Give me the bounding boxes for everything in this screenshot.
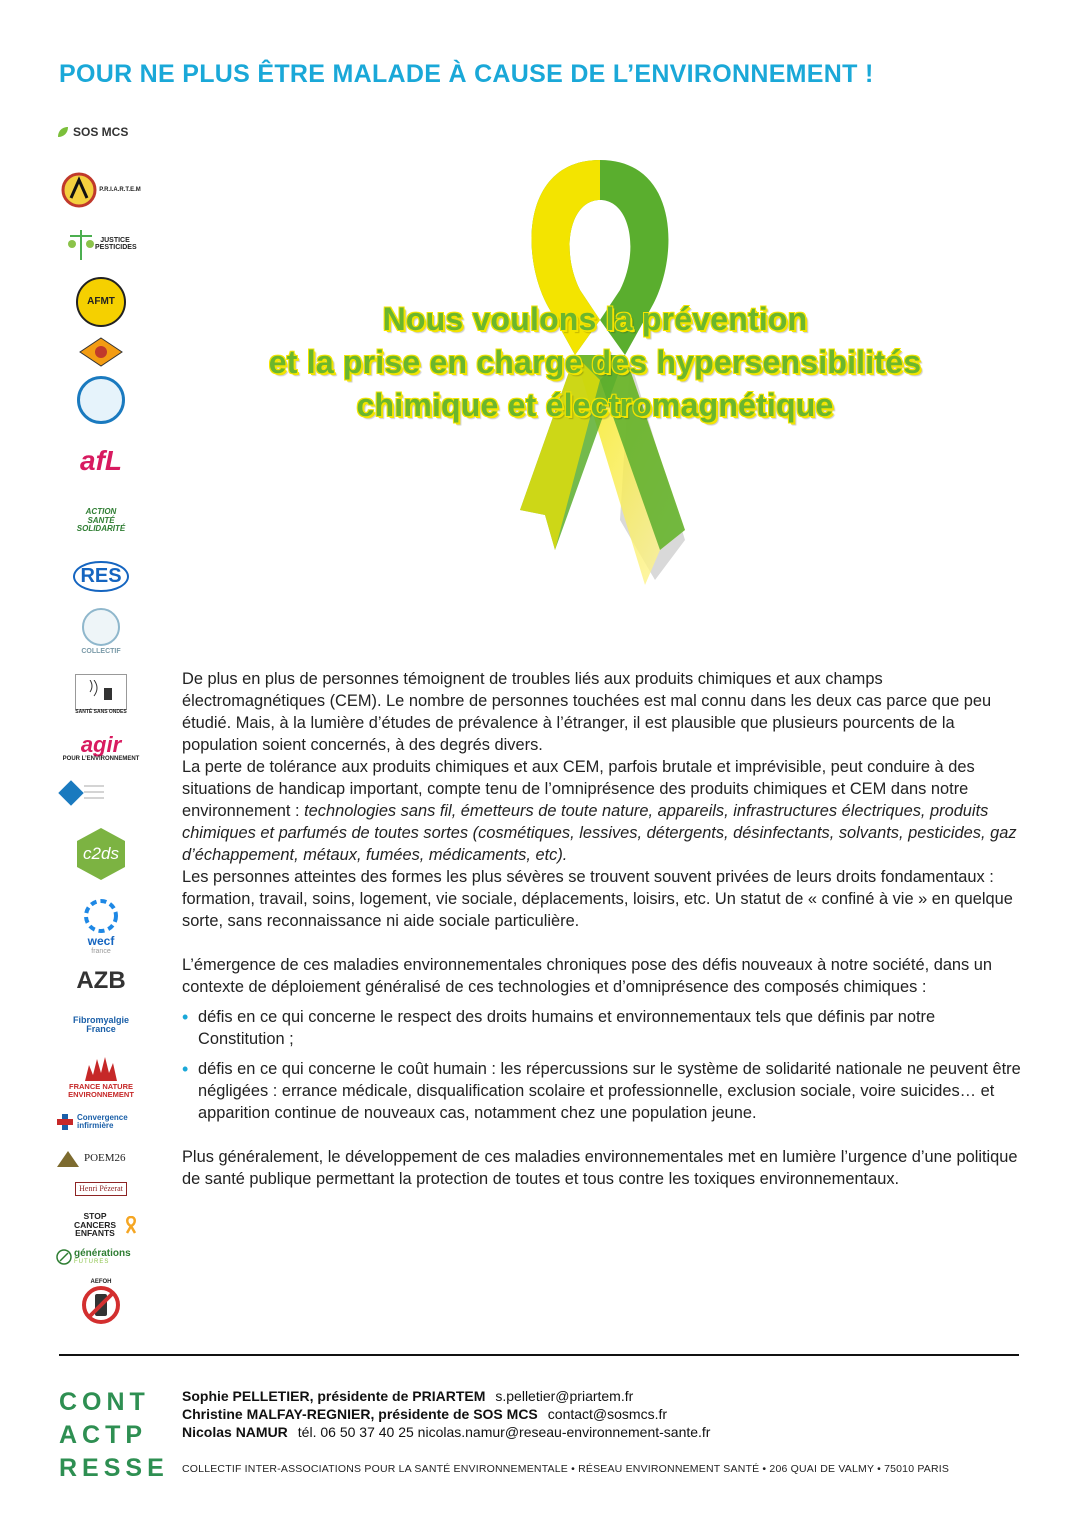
body-text bbox=[182, 668, 1022, 1190]
footer-address: COLLECTIF INTER-ASSOCIATIONS POUR LA SANTÉ ENVIRONNEMENTALE • RÉSEAU ENVIRONNEMENT SANTÉ • 206 QUAI DE VALMY • 75010 PARIS bbox=[182, 1463, 950, 1475]
poem26-logo: POEM26 bbox=[56, 1146, 146, 1172]
generations-futures-logo: générations FUTURES bbox=[56, 1244, 146, 1270]
fne-logo: FRANCE NATURE ENVIRONNEMENT bbox=[56, 1050, 146, 1104]
waves-icon bbox=[86, 680, 116, 704]
action-sante-logo: ACTION SANTÉ SOLIDARITÉ bbox=[76, 507, 126, 534]
fibromyalgie-logo: Fibromyalgie France bbox=[72, 1014, 129, 1034]
priartem-logo: P.R.I.A.R.T.E.M bbox=[56, 166, 146, 214]
challenges-list bbox=[182, 1006, 1022, 1124]
contact-row: Sophie PELLETIER, présidente de PRIARTEM s.pelletier@priartem.fr bbox=[182, 1388, 634, 1404]
list-item: • défis en ce qui concerne le respect des droits humains et environnementaux tels que définis par notre Constitution ; bbox=[182, 1006, 1022, 1050]
contact-row: Christine MALFAY-REGNIER, présidente de SOS MCS contact@sosmcs.fr bbox=[182, 1406, 668, 1422]
victimes-pesticides-logo bbox=[56, 336, 146, 368]
triangle-icon bbox=[56, 1150, 80, 1168]
diamond-emblem-icon bbox=[79, 337, 123, 367]
stop-cancers-logo: STOP CANCERS ENFANTS bbox=[56, 1210, 146, 1240]
c2ds-logo: c2ds bbox=[56, 824, 146, 884]
sosmcs-logo: SOS MCS bbox=[56, 114, 146, 150]
paragraph-2: La perte de tolérance aux produits chimiques et aux CEM, parfois brutale et imprévisible, peut conduire à des situations de handicap important, compte tenu de l’omniprésence des produits chimiques et CEM dans notre environnement : technologies sans fil, émetteurs de toute nature, appareils, infrastructures électriques, produits chimiques et parfumés de toutes sortes (cosmétiques, lessives, détergents, désinfectants, solvants, pesticides, gaz d’échappement, métaux, fumées, médicaments, etc). bbox=[182, 758, 1017, 864]
contact-email-link[interactable]: contact@sosmcs.fr bbox=[547, 1406, 668, 1422]
paragraph-3: Les personnes atteintes des formes les plus sévères se trouvent souvent privées de leurs droits fondamentaux : formation, travail, soins, logement, vie sociale, déplacements, loisirs, etc. Un statut de « confiné à vie » en quelque sorte, sans reconnaissance ni aide sociale particulière. bbox=[182, 868, 1013, 930]
page-headline: POUR NE PLUS ÊTRE MALADE À CAUSE DE L’ENVIRONNEMENT ! bbox=[59, 60, 874, 88]
contact-presse-label: CONT ACTP RESSE bbox=[59, 1388, 169, 1482]
slogan: Nous voulons la prévention et la prise en charge des hypersensibilités chimique et électromagnétique bbox=[268, 301, 922, 423]
collectif-logo: COLLECTIF bbox=[56, 606, 146, 658]
convergence-logo: Convergence infirmière bbox=[56, 1108, 146, 1136]
paragraph-5: Plus généralement, le développement de ces maladies environnementales met en lumière l’urgence d’une politique de santé publique permettant la protection de toutes et tous contre les toxiques environnementaux. bbox=[182, 1148, 1018, 1188]
contact-email-link[interactable]: s.pelletier@priartem.fr bbox=[495, 1388, 634, 1404]
aefoh-logo: AEFOH bbox=[56, 1274, 146, 1330]
contact-row: Nicolas NAMUR tél. 06 50 37 40 25 nicolas.namur@reseau-environnement-sante.fr bbox=[182, 1424, 711, 1440]
afmt-logo: AFMT bbox=[56, 278, 146, 326]
hedgehog-icon bbox=[83, 1055, 119, 1083]
association-logos bbox=[56, 112, 146, 1330]
paragraph-1: De plus en plus de personnes témoignent de troubles liés aux produits chimiques et aux champs électromagnétiques (CEM). Le nombre de personnes touchées est mal connu dans les deux cas parce que peu étudié. Mais, à la lumière d’études de prévalence à l’étranger, il est plausible que plusieurs pourcents de la population soient concernés, à des degrés divers. bbox=[182, 670, 992, 754]
gold-ribbon-icon bbox=[125, 1216, 137, 1234]
leaf-icon bbox=[56, 125, 70, 139]
paragraph-4: L’émergence de ces maladies environnementales chroniques pose des défis nouveaux à notre société, dans un contexte de déploiement généralisé de ces technologies et d’omniprésence des composés chimiques : bbox=[182, 956, 993, 996]
people-circle-icon bbox=[78, 897, 124, 935]
priartem-emblem-icon bbox=[61, 172, 97, 208]
cross-emblem-icon bbox=[56, 778, 106, 808]
sante-sans-ondes-logo: SANTÉ SANS ONDES bbox=[56, 672, 146, 718]
leaf-circle-icon bbox=[56, 1249, 72, 1265]
agir-logo: agir POUR L’ENVIRONNEMENT bbox=[62, 732, 140, 763]
sante-environnement-logo bbox=[56, 376, 146, 424]
sante-logo bbox=[56, 776, 146, 810]
scales-icon bbox=[67, 226, 95, 262]
henri-pezerat-logo: Henri Pézerat bbox=[56, 1178, 146, 1200]
cross-icon bbox=[56, 1113, 74, 1131]
divider bbox=[59, 1354, 1019, 1356]
contact-list bbox=[182, 1387, 1022, 1441]
justice-pesticides-logo: JUSTICE PESTICIDES bbox=[56, 224, 146, 264]
res-logo: RES bbox=[56, 556, 146, 596]
afl-logo: afL bbox=[80, 445, 122, 477]
wecf-logo: wecf france bbox=[56, 894, 146, 958]
azb-logo: AZB bbox=[76, 967, 126, 995]
no-phone-icon bbox=[81, 1285, 121, 1325]
contact-phone-email[interactable]: tél. 06 50 37 40 25 nicolas.namur@reseau-environnement-sante.fr bbox=[297, 1424, 711, 1440]
list-item: • défis en ce qui concerne le coût humain : les répercussions sur le système de solidarité nationale ne peuvent être négligées : errance médicale, disqualification scolaire et professionnelle, exclusion sociale, voire suicides… et apparition continue de nouveaux cas, notamment chez une population jeune. bbox=[182, 1058, 1022, 1124]
